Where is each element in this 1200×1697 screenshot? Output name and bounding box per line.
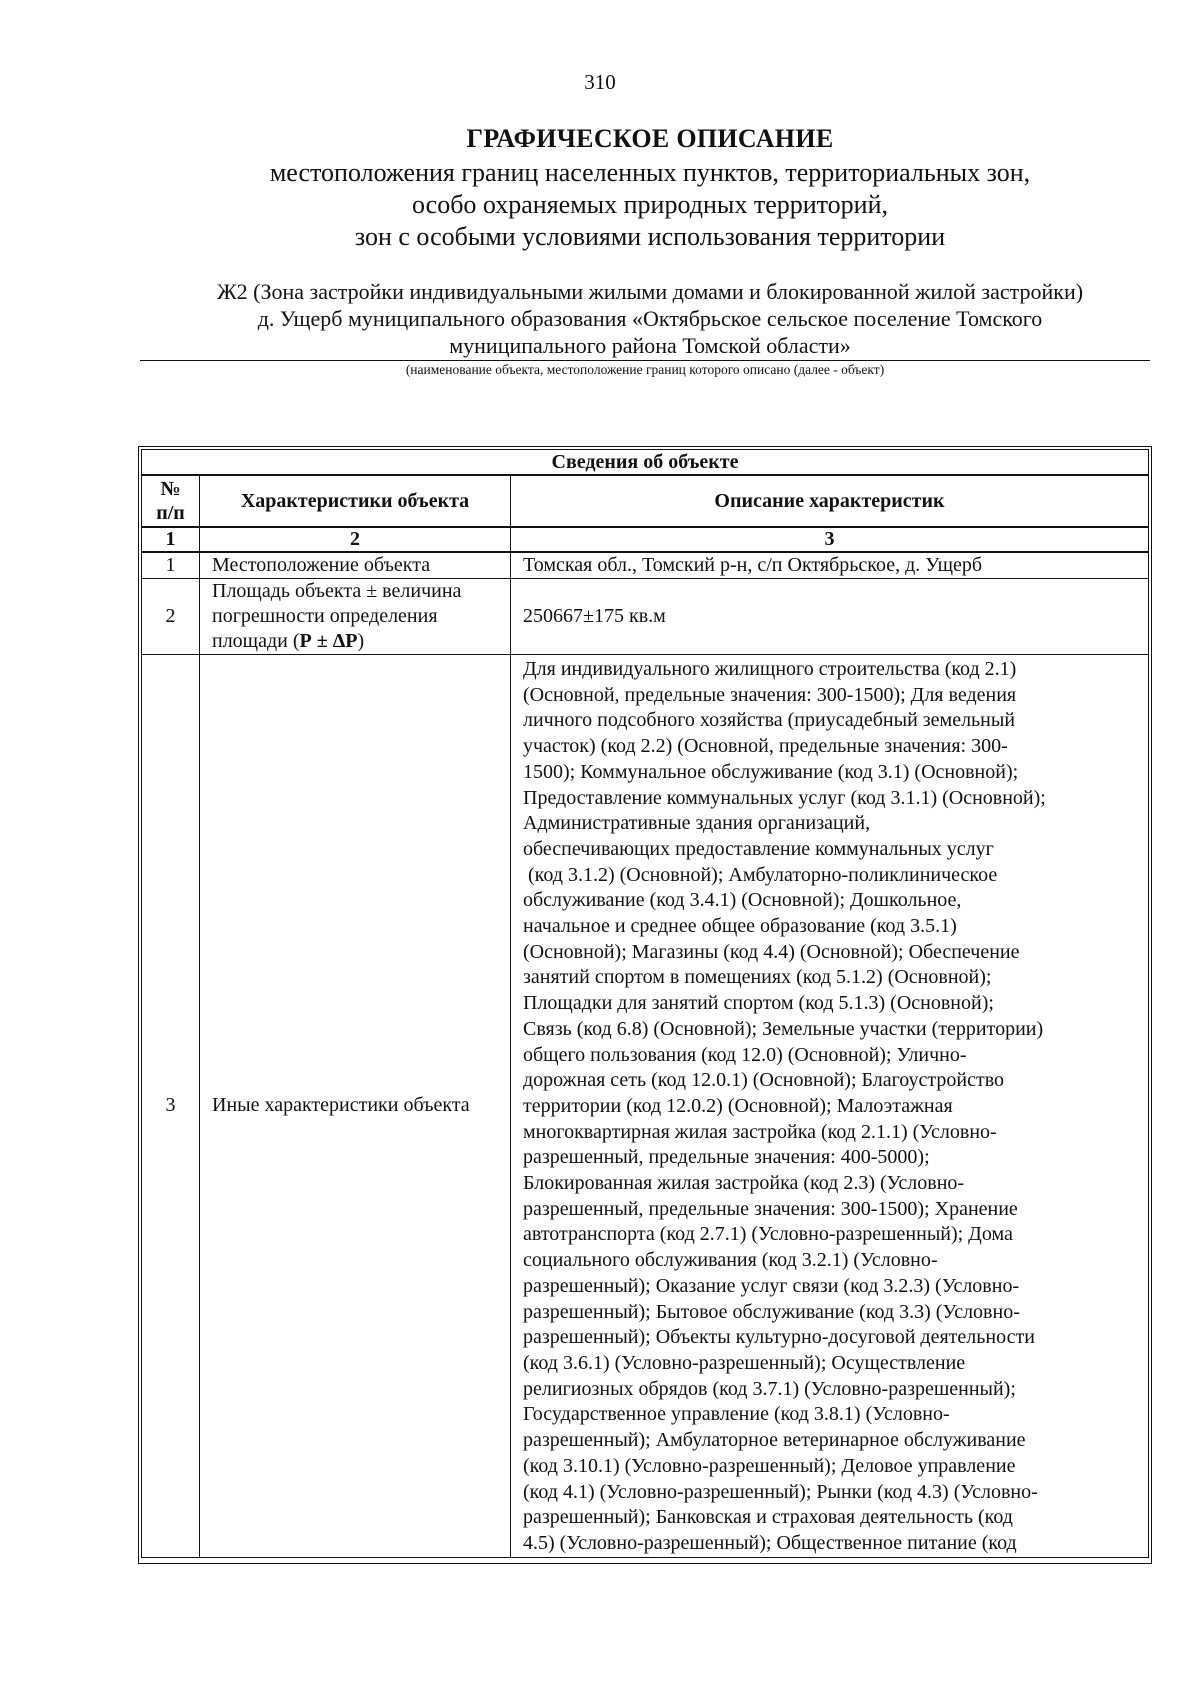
description-line: территории (код 12.0.2) (Основной); Малоэтажная xyxy=(523,1094,953,1117)
object-info-table xyxy=(141,449,1149,1558)
description-line: разрешенный); Объекты культурно-досуговой деятельности xyxy=(523,1326,1035,1349)
row-num: 2 xyxy=(142,579,200,655)
characteristic-line: погрешности определения xyxy=(212,605,438,627)
header-num-line: п/п xyxy=(156,502,185,524)
object-info-table-frame xyxy=(138,446,1152,1564)
subtitle-line: зон с особыми условиями использования территории xyxy=(354,222,946,251)
description-line: обслуживание (код 3.4.1) (Основной); Дошкольное, xyxy=(523,889,962,912)
description-line: (код 3.1.2) (Основной); Амбулаторно-поликлиническое xyxy=(523,863,998,886)
description-line: (код 4.1) (Условно-разрешенный); Рынки (код 4.3) (Условно- xyxy=(523,1480,1038,1503)
description-line: занятий спортом в помещениях (код 5.1.2) (Основной); xyxy=(523,966,992,989)
description-line: 1500); Коммунальное обслуживание (код 3.1) (Основной); xyxy=(523,760,1019,783)
description-line: Предоставление коммунальных услуг (код 3.1.1) (Основной); xyxy=(523,786,1046,809)
area-formula: Р ± ΔР xyxy=(299,630,358,652)
description-line: начальное и среднее общее образование (код 3.5.1) xyxy=(523,915,957,938)
row-characteristic: Иные характеристики объекта xyxy=(200,655,511,1558)
description-line: Блокированная жилая застройка (код 2.3) (Условно- xyxy=(523,1172,965,1195)
row-description xyxy=(511,655,1149,1558)
header-description: Описание характеристик xyxy=(511,475,1149,527)
table-row xyxy=(142,552,1149,579)
object-name-line: д. Ущерб муниципального образования «Октябрьское сельское поселение Томского xyxy=(257,306,1043,331)
header-num xyxy=(142,475,200,527)
description-line: автотранспорта (код 2.7.1) (Условно-разрешенный); Дома xyxy=(523,1223,1013,1246)
description-line: (код 3.10.1) (Условно-разрешенный); Деловое управление xyxy=(523,1454,1016,1477)
description-line: дорожная сеть (код 12.0.1) (Основной); Благоустройство xyxy=(523,1069,1005,1092)
description-line: (Основной); Магазины (код 4.4) (Основной); Обеспечение xyxy=(523,940,1020,963)
description-line: разрешенный); Банковская и страховая деятельность (код xyxy=(523,1506,1013,1529)
description-line: Площадки для занятий спортом (код 5.1.3) (Основной); xyxy=(523,992,994,1015)
page-number: 310 xyxy=(584,70,616,94)
description-line: участок) (код 2.2) (Основной, предельные значения: 300- xyxy=(523,735,1008,758)
subtitle-line: местоположения границ населенных пунктов, территориальных зон, xyxy=(269,158,1031,187)
description-line: разрешенный); Бытовое обслуживание (код 3.3) (Условно- xyxy=(523,1300,1020,1323)
characteristic-text: площади ( xyxy=(212,630,300,652)
row-description: Томская обл., Томский р-н, с/п Октябрьское, д. Ущерб xyxy=(511,552,1149,579)
row-description: 250667±175 кв.м xyxy=(511,579,1149,655)
subtitle-line: особо охраняемых природных территорий, xyxy=(412,190,888,219)
object-name-line: муниципального района Томской области» xyxy=(449,333,851,358)
description-line: религиозных обрядов (код 3.7.1) (Условно-разрешенный); xyxy=(523,1377,1016,1400)
header-characteristics: Характеристики объекта xyxy=(200,475,511,527)
document-title: ГРАФИЧЕСКОЕ ОПИСАНИЕ xyxy=(466,124,834,153)
table-row xyxy=(142,655,1149,1558)
description-line: многоквартирная жилая застройка (код 2.1.1) (Условно- xyxy=(523,1120,997,1143)
column-number: 2 xyxy=(200,527,511,552)
column-number: 1 xyxy=(142,527,200,552)
description-line: личного подсобного хозяйства (приусадебный земельный xyxy=(523,709,1016,732)
characteristic-text: ) xyxy=(357,630,365,652)
row-num: 3 xyxy=(142,655,200,1558)
description-line: (код 3.6.1) (Условно-разрешенный); Осуществление xyxy=(523,1351,966,1374)
description-line: Государственное управление (код 3.8.1) (Условно- xyxy=(523,1403,950,1426)
object-caption: (наименование объекта, местоположение границ которого описано (далее - объект) xyxy=(405,362,885,377)
object-name-underline xyxy=(140,360,1150,361)
row-characteristic: Местоположение объекта xyxy=(200,552,511,579)
table-row xyxy=(142,579,1149,655)
description-line: (Основной, предельные значения: 300-1500); Для ведения xyxy=(523,683,1017,706)
description-line: разрешенный); Оказание услуг связи (код 3.2.3) (Условно- xyxy=(523,1274,1020,1297)
object-name xyxy=(150,278,1150,359)
header-num-line: № xyxy=(160,478,181,500)
characteristic-line xyxy=(212,629,498,654)
description-line: общего пользования (код 12.0) (Основной); Улично- xyxy=(523,1043,967,1066)
description-line: социального обслуживания (код 3.2.1) (Условно- xyxy=(523,1249,938,1272)
description-line: обеспечивающих предоставление коммунальных услуг xyxy=(523,837,994,860)
description-line: разрешенный, предельные значения: 300-1500); Хранение xyxy=(523,1197,1018,1220)
description-line: Связь (код 6.8) (Основной); Земельные участки (территории) xyxy=(523,1017,1044,1040)
object-name-line: Ж2 (Зона застройки индивидуальными жилыми домами и блокированной жилой застройки) xyxy=(216,279,1084,304)
document-subtitle xyxy=(140,157,1160,253)
description-line: 4.5) (Условно-разрешенный); Общественное питание (код xyxy=(523,1531,1017,1554)
table-caption: Сведения об объекте xyxy=(142,450,1149,476)
row-characteristic xyxy=(200,579,511,655)
description-line: Для индивидуального жилищного строительства (код 2.1) xyxy=(523,658,1017,680)
characteristic-line: Площадь объекта ± величина xyxy=(212,580,462,602)
description-line: разрешенный, предельные значения: 400-5000); xyxy=(523,1146,930,1169)
row-num: 1 xyxy=(142,552,200,579)
description-line: Административные здания организаций, xyxy=(523,812,871,835)
column-number: 3 xyxy=(511,527,1149,552)
description-line: разрешенный); Амбулаторное ветеринарное обслуживание xyxy=(523,1429,1026,1452)
